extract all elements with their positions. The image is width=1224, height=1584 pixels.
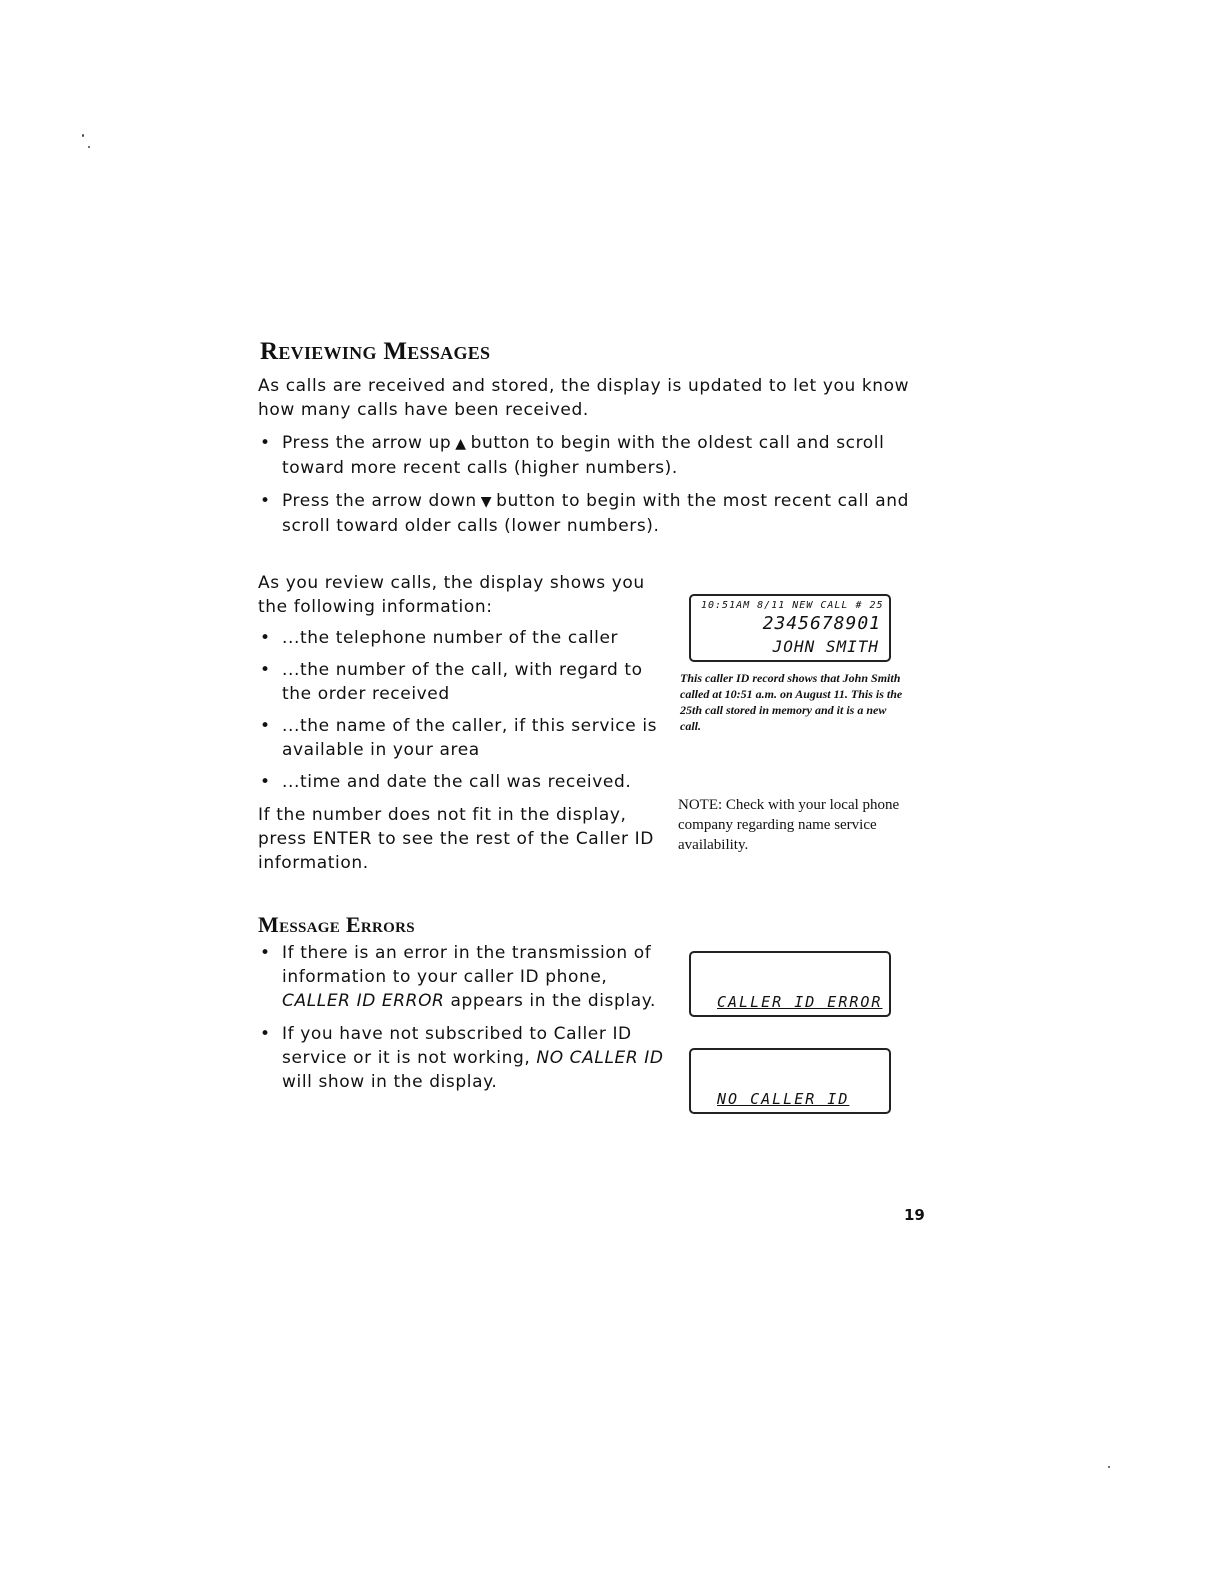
display-caption: This caller ID record shows that John Smith called at 10:51 a.m. on August 11. This is the 25th call stored in memory and it is a new call. xyxy=(680,671,903,733)
caller-id-error-display xyxy=(689,951,891,1017)
list-item xyxy=(258,431,918,480)
scan-speck xyxy=(82,134,84,137)
bullet-text: appears in the display. xyxy=(450,991,656,1011)
lcd-no-caller-text: NO CALLER ID xyxy=(717,1090,850,1108)
scan-speck xyxy=(88,146,90,148)
bullet-text: Press the arrow up xyxy=(282,433,452,453)
error-message-name: CALLER ID ERROR xyxy=(282,991,445,1011)
bullet-text: button to begin with the most recent call and scroll toward older calls (lower numbers). xyxy=(282,491,909,536)
list-item xyxy=(258,941,668,1013)
bullet-text: If you have not subscribed to Caller ID service or it is not working, xyxy=(282,1024,632,1068)
intro-paragraph: As calls are received and stored, the display is updated to let you know how many calls have been received. xyxy=(258,376,910,420)
list-item xyxy=(258,489,918,538)
display-info-list xyxy=(258,626,658,802)
scroll-instructions-list xyxy=(258,431,918,547)
section-title-message-errors: Message Errors xyxy=(258,912,415,937)
list-item xyxy=(258,626,658,650)
list-item xyxy=(258,770,658,794)
error-message-name: NO CALLER ID xyxy=(536,1048,664,1068)
lcd-error-text: CALLER ID ERROR xyxy=(717,993,883,1011)
list-item xyxy=(258,658,658,706)
errors-list xyxy=(258,941,668,1103)
list-item xyxy=(258,714,658,762)
caller-id-record-display xyxy=(689,594,891,662)
bullet-text: will show in the display. xyxy=(282,1072,498,1092)
bullet-text: ...the number of the call, with regard to the order received xyxy=(282,660,643,704)
review-intro-paragraph: As you review calls, the display shows you the following information: xyxy=(258,573,645,617)
bullet-text: ...time and date the call was received. xyxy=(282,772,632,792)
lcd-status-line: 10:51AM 8/11 NEW CALL # 25 xyxy=(701,600,884,611)
list-item xyxy=(258,1022,668,1094)
bullet-icon: • xyxy=(260,433,271,453)
bullet-text: ...the telephone number of the caller xyxy=(282,628,619,648)
bullet-text: If there is an error in the transmission of information to your caller ID phone, xyxy=(282,943,652,987)
bullet-icon: • xyxy=(260,628,271,648)
bullet-icon: • xyxy=(260,1024,271,1044)
arrow-down-icon: ▼ xyxy=(480,494,493,510)
bullet-text: ...the name of the caller, if this service is available in your area xyxy=(282,716,658,760)
no-caller-id-display xyxy=(689,1048,891,1114)
lcd-phone-number: 2345678901 xyxy=(762,613,881,634)
bullet-icon: • xyxy=(260,716,271,736)
page-number: 19 xyxy=(904,1206,925,1224)
bullet-icon: • xyxy=(260,491,271,511)
bullet-text: Press the arrow down xyxy=(282,491,477,511)
note-text: NOTE: Check with your local phone company regarding name service availability. xyxy=(678,797,900,853)
scan-speck xyxy=(1108,1466,1110,1468)
bullet-icon: • xyxy=(260,660,271,680)
bullet-icon: • xyxy=(260,943,271,963)
arrow-up-icon: ▲ xyxy=(455,436,467,452)
lcd-caller-name: JOHN SMITH xyxy=(772,637,879,656)
enter-key-paragraph: If the number does not fit in the display, press ENTER to see the rest of the Caller ID information. xyxy=(258,805,654,873)
bullet-icon: • xyxy=(260,772,271,792)
bullet-text: button to begin with the oldest call and scroll toward more recent calls (higher numbers). xyxy=(282,433,885,478)
section-title-reviewing-messages: Reviewing Messages xyxy=(260,338,491,365)
